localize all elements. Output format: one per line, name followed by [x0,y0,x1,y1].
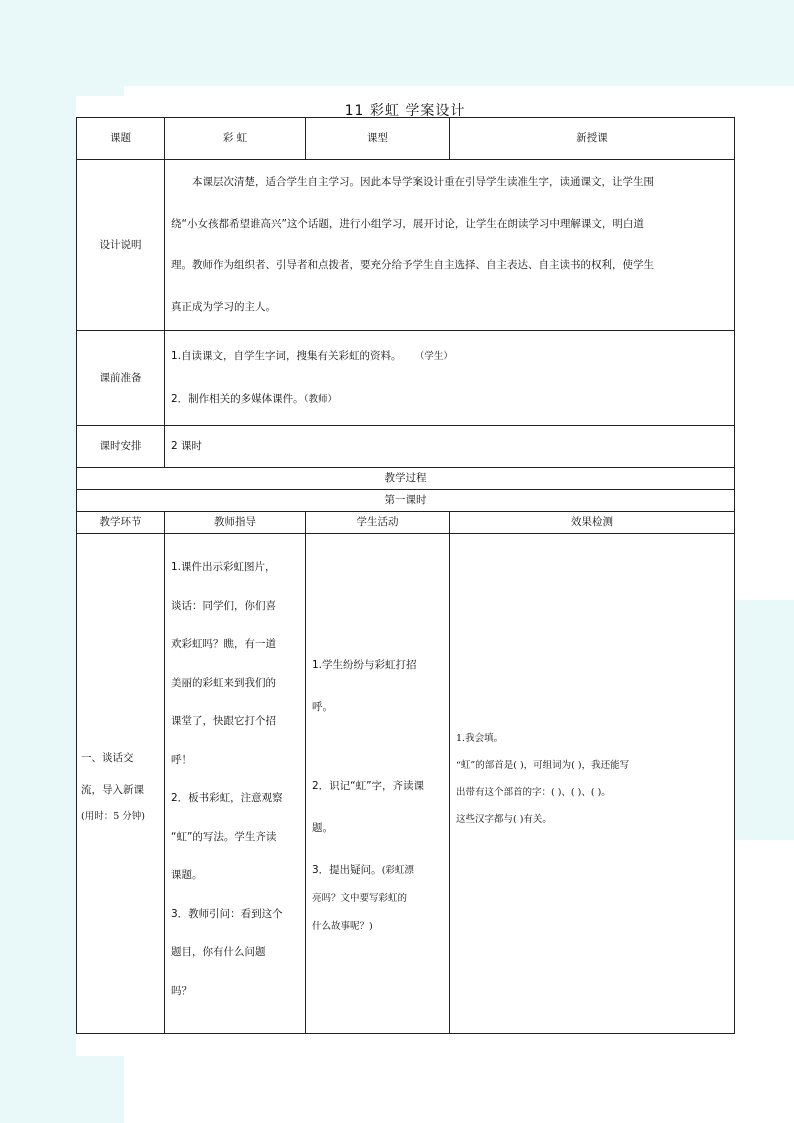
student-line: 什么故事呢？) [312,921,373,932]
teacher-line: 1.课件出示彩虹图片， [171,561,276,573]
background-band-right [734,600,794,840]
student-cell [306,534,450,1034]
teacher-line: 课堂了，快跟它打个招 [171,715,276,727]
prep-item-2-note: （教师） [303,394,337,405]
column-header: 教学环节 [77,512,165,534]
topic-value: 彩 虹 [165,118,306,160]
design-line: 理。教师作为组织者、引导者和点拨者，要充分给予学生自主选择、自主表达、自主读书的权利，使学生 [171,259,654,271]
prep-item-1-note: （学生） [414,351,453,362]
teacher-cell [165,534,306,1034]
schedule-label: 课时安排 [77,426,165,468]
prep-item-2-text: 2．制作相关的多媒体课件。 [171,393,304,405]
teacher-line: 吗？ [171,984,192,997]
teacher-line: 呼！ [171,753,192,766]
design-text [165,160,735,331]
student-note: (彩虹漂 [381,865,414,876]
student-line: 呼。 [312,701,333,713]
section-cell [77,534,165,1034]
prep-item-1 [171,335,728,378]
design-row [77,160,735,331]
check-line: 出带有这个部首的字：( )、( )、( )。 [456,786,611,798]
lesson-plan-table [76,117,735,1034]
process-row [77,468,735,490]
design-line: 本课层次清楚，适合学生自主学习。因此本导学案设计重在引导学生读准生字，读通课文，让学生围 [192,176,654,188]
prep-item-2 [171,378,728,421]
activity-row [77,534,735,1034]
design-label: 设计说明 [77,160,165,331]
prep-row [77,331,735,426]
column-header: 学生活动 [306,512,450,534]
student-line: 2．识记“虹”字，齐读课 [312,780,425,792]
lesson-title: 第一课时 [77,490,735,512]
prep-content [165,331,735,426]
teacher-line: 欢彩虹吗？瞧，有一道 [171,638,276,650]
topic-row [77,118,735,160]
schedule-value: 2 课时 [165,426,735,468]
student-line: 1.学生纷纷与彩虹打招 [312,659,417,671]
topic-label: 课题 [77,118,165,160]
check-cell [450,534,735,1034]
section-line: 一、谈话交 [81,751,134,764]
lesson-row [77,490,735,512]
teacher-line: 课题。 [171,869,203,881]
page-title: 11 彩虹 学案设计 [344,103,466,119]
teacher-line: 2．板书彩虹，注意观察 [171,792,283,804]
column-header: 效果检测 [450,512,735,534]
process-title: 教学过程 [77,468,735,490]
type-label: 课型 [306,118,450,160]
student-line [312,856,414,885]
section-time: (用时：5 分钟) [81,810,145,822]
student-line: 题。 [312,822,333,834]
prep-label: 课前准备 [77,331,165,426]
section-line: 流，导入新课 [81,783,144,796]
teacher-line: 美丽的彩虹来到我们的 [171,676,276,689]
teacher-line: 谈话：同学们，你们喜 [171,599,276,612]
design-line: 绕“小女孩都希望谁高兴”这个话题，进行小组学习，展开讨论，让学生在朗读学习中理解课文，明白道 [171,217,644,230]
teacher-line: “虹”的写法。学生齐读 [171,830,277,843]
student-line: 亮吗？文中要写彩虹的 [312,893,408,904]
column-header: 教师指导 [165,512,306,534]
prep-item-1-text: 1.自读课文，自学生字词，搜集有关彩虹的资料。 [171,350,402,362]
teacher-line: 题目，你有什么问题 [171,946,266,958]
check-line: “虹”的部首是( )，可组词为( )，我还能写 [456,759,630,771]
schedule-row [77,426,735,468]
column-header-row [77,512,735,534]
design-line: 真正成为学习的主人。 [171,300,276,313]
check-line: 这些汉字都与( )有关。 [456,813,552,825]
check-line: 1.我会填。 [456,732,504,744]
student-text: 3．提出疑问。 [312,864,382,876]
teacher-line: 3．教师引问：看到这个 [171,907,283,920]
type-value: 新授课 [450,118,735,160]
